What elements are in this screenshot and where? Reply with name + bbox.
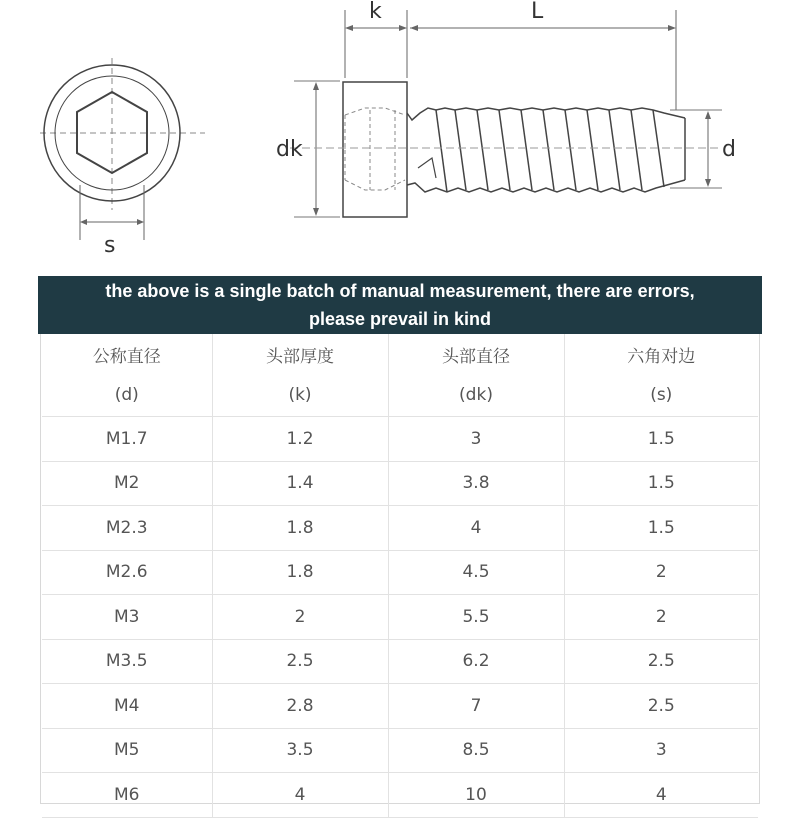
table-row (42, 595, 758, 640)
table-cell: 1.5 (564, 506, 758, 551)
table-row (42, 773, 758, 818)
table-cell: M2 (42, 461, 212, 506)
header-code-s: (s) (564, 374, 758, 417)
table-cell: 5.5 (388, 595, 564, 640)
dim-label-k: k (369, 0, 382, 24)
table-header-row-code (42, 374, 758, 417)
table-header-row-cn (42, 334, 758, 374)
dim-label-s: s (104, 233, 116, 258)
table-cell: 2 (564, 550, 758, 595)
dim-label-d: d (722, 137, 736, 162)
table-cell: 1.5 (564, 461, 758, 506)
table-row (42, 417, 758, 462)
table-cell: 6.2 (388, 639, 564, 684)
table-cell: M5 (42, 728, 212, 773)
table-cell: 3 (388, 417, 564, 462)
table-cell: 1.8 (212, 550, 388, 595)
table-cell: 2.5 (564, 684, 758, 729)
table-cell: 1.5 (564, 417, 758, 462)
table-cell: M6 (42, 773, 212, 818)
screw-dimension-drawing (0, 0, 800, 276)
screw-side-view (290, 10, 722, 217)
spec-table (42, 334, 758, 818)
table-cell: 4 (564, 773, 758, 818)
table-row (42, 461, 758, 506)
table-row (42, 684, 758, 729)
table-cell: M3.5 (42, 639, 212, 684)
banner-line-1: the above is a single batch of manual measurement, there are errors, (105, 281, 695, 301)
table-cell: M2.3 (42, 506, 212, 551)
header-code-d: (d) (42, 374, 212, 417)
dim-label-dk: dk (276, 137, 303, 162)
header-code-dk: (dk) (388, 374, 564, 417)
measurement-note-banner (38, 276, 762, 334)
table-row (42, 550, 758, 595)
table-cell: 8.5 (388, 728, 564, 773)
table-cell: 3 (564, 728, 758, 773)
table-row (42, 639, 758, 684)
table-cell: 3.8 (388, 461, 564, 506)
table-cell: 10 (388, 773, 564, 818)
table-cell: 4.5 (388, 550, 564, 595)
banner-line-2: please prevail in kind (308, 309, 492, 329)
head-top-view (40, 58, 205, 240)
header-head-thickness: 头部厚度 (212, 334, 388, 374)
header-code-k: (k) (212, 374, 388, 417)
table-cell: 1.4 (212, 461, 388, 506)
table-row (42, 506, 758, 551)
table-cell: M4 (42, 684, 212, 729)
header-hex-across-flats: 六角对边 (627, 346, 696, 367)
table-row (42, 728, 758, 773)
table-cell: M2.6 (42, 550, 212, 595)
table-cell: 4 (388, 506, 564, 551)
table-cell: 1.8 (212, 506, 388, 551)
header-head-diameter: 头部直径 (388, 334, 564, 374)
table-cell: 4 (212, 773, 388, 818)
dim-label-L: L (531, 0, 544, 24)
table-cell: 3.5 (212, 728, 388, 773)
table-cell: 1.2 (212, 417, 388, 462)
table-cell: M3 (42, 595, 212, 640)
table-cell: 2.5 (564, 639, 758, 684)
table-cell: 2.8 (212, 684, 388, 729)
table-cell: 2 (212, 595, 388, 640)
table-cell: 2 (564, 595, 758, 640)
table-cell: 7 (388, 684, 564, 729)
table-cell: M1.7 (42, 417, 212, 462)
header-nominal-diameter: 公称直径 (42, 334, 212, 374)
table-cell: 2.5 (212, 639, 388, 684)
